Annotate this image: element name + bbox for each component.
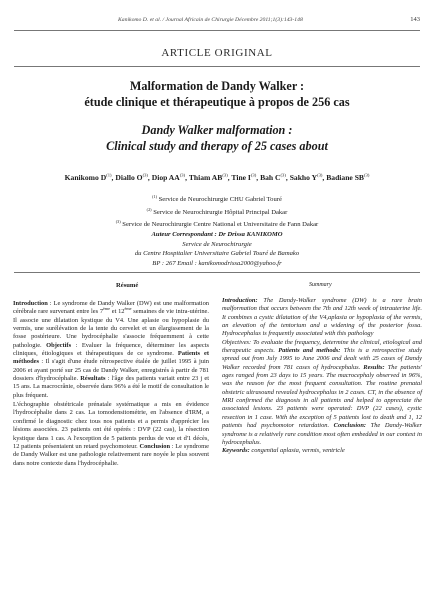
resume-paragraph: L'échographie obstétricale prénatale systématique a mis en évidence l'hydrocéphalie dans 2 cas. La tomodensitométrie, en l'absence d'IRM, a confirmé le diagnostic chez tous nos patients et a permis d'apprécier les lésions associées. 23 patients ont été opérés : DVP (22 cas), la résection kystique dans 1 cas. A l'exception de 5 patients perdus de vue et d'1 décès, 12 patients présentaient un retard psychomoteur. Conclusion : Le syndrome de Dandy Walker est une pathologie relativement rare noyée le plus souvent dans notre contexte dans l'hydrocéphalie.: [13, 401, 209, 467]
author: Badiane SB$^{(3)}$: [326, 172, 370, 182]
resume-heading: Résumé: [116, 282, 139, 289]
title-french-line1: Malformation de Dandy Walker :: [129, 79, 305, 93]
affiliations: [14, 192, 420, 268]
corresponding-hospital: du Centre Hospitalier Universitaire Gabriel Touré de Bamako: [134, 250, 300, 258]
corresponding-author: Auteur Correspondant : Dr Drissa KANIKOMO: [151, 231, 283, 239]
author: Diop AA$^{(3)}$,: [151, 172, 189, 182]
summary-paragraph: Objectives: To evaluate the frequency, determine the clinical, etiological and therapeutic aspects. Patients and methods: This is a retrospective study spread out from July 1995 to June 2006 and dealt with 25 cases of Dandy Walker recorded from 781 cases of hydrocephalus. Results: The patients' ages ranged from 23 days to 15 years. The macrocephaly observed in 96%, was the reason for the most frequent consultation. The routine prenatal obstetric ultrasound revealed hydrocephalus in 2 cases. CT, in the absence of MRI confirmed the diagnosis in all patients and helped to appreciate the associated lesions. 23 patients were operated: DVP (22 cases), cystic resection in 1 case. With the exception of 5 patients lost to death and 1, 12 patients had psychomotor retardation. Conclusion: The Dandy-Walker syndrome is a relatively rare condition most often embedded in our context in hydrocephalus.: [222, 338, 423, 446]
author: Sakho $Y^{(3)}$,: [289, 172, 327, 182]
author: Kanikomo $D^{(1)}$,: [64, 172, 116, 182]
abstract-rule: [14, 272, 420, 273]
keywords-label: Keywords:: [222, 447, 250, 455]
conclusion-label: Conclusion: [139, 442, 171, 450]
header-rule: [14, 30, 420, 31]
resume-french: [13, 300, 209, 468]
title-english: [20, 123, 414, 154]
author: Thiam AB$^{(3)}$,: [188, 172, 232, 182]
results-label: Results:: [363, 363, 385, 371]
title-english-line1: Dandy Walker malformation :: [141, 123, 293, 137]
author-list: [14, 172, 420, 182]
intro-label: Introduction: [13, 300, 48, 307]
conclusion-label: Conclusion:: [333, 422, 367, 430]
summary-paragraph: Introduction: The Dandy-Walker syndrome (DW) is a rare brain malformation that occurs between the 7th and 12th week of intrauterine life. It combines a cystic dilatation of the V4,aplasia or hypoplasia of the vermis, an elevation of the tentorium and a widening of the posterior fossa. Hydrocephalus is frequently associated with this pathology: [222, 297, 422, 338]
objectives-label: Objectifs: [46, 341, 72, 349]
corresponding-contact: BP : 267 Email : kanikomodrissa2000@yahoo.fr: [152, 259, 282, 267]
author: Diallo $O^{(3)}$,: [115, 172, 152, 182]
journal-citation: Kanikomo D. et al. / Journal Africain de Chirurgie Décembre 2011;1(3):143-148: [118, 17, 303, 23]
resume-paragraph: Introduction : Le syndrome de Dandy Walker (DW) est une malformation cérébrale rare survenant entre les 7ème et 12ème semaines de vie intra-utérine. Il associe une dilatation kystique du V4. Une aplasie ou hypoplasie du vermis, une surélévation de la tente du cervelet et un élargissement de la fosse postérieure. Une hydrocéphalie s'associe fréquemment à cette pathologie. Objectifs : Evaluer la fréquence, déterminer les aspects cliniques, étiologiques et thérapeutiques de ce syndrome. Patients et méthodes : Il s'agit d'une étude rétrospective étalée de juillet 1995 à juin 2006 et ayant porté sur 25 cas de Dandy Walker, enregistrés à partir de 781 dossiers d'hydrocéphalie. Résultats : l'âge des patients variait entre 23 j et 15 ans. La macrocrânie, observée dans 96% a été le motif de consultation le plus fréquent.: [13, 300, 210, 399]
affiliation: $^{(2)}$ Service de Neurochirurgie Hôpital Principal Dakar: [146, 206, 288, 216]
article-type-rule: [14, 66, 420, 67]
summary-english: [222, 297, 422, 456]
title-french-line2: étude clinique et thérapeutique à propos de 256 cas: [84, 94, 350, 109]
results-label: Résultats: [80, 375, 106, 383]
patients-methods-label: Patients and methods:: [278, 347, 341, 355]
corresponding-department: Service de Neurochirurgie: [182, 240, 252, 248]
affiliation: $^{(3)}$ Service de Neurochirurgie Centre National et Universitaire de Fann Dakar: [115, 219, 319, 229]
page-number: 143: [410, 16, 420, 23]
running-header: [118, 16, 420, 28]
author: Tine $I^{(3)}$,: [231, 172, 261, 182]
summary-heading: Summary: [309, 282, 332, 288]
author: Bah $C^{(3)}$,: [260, 172, 290, 182]
title-french: [20, 79, 414, 110]
intro-label: Introduction:: [222, 297, 258, 304]
keywords: Keywords: congenital aplasia, vermis, ventricle: [222, 447, 345, 455]
article-type: ARTICLE ORIGINAL: [161, 47, 273, 59]
affiliation: $^{(1)}$ Service de Neurochirurgie CHU Gabriel Touré: [152, 194, 282, 204]
patients-methods-label: Patients et méthodes: [13, 350, 210, 366]
title-english-line2: Clinical study and therapy of 25 cases about: [106, 138, 328, 153]
